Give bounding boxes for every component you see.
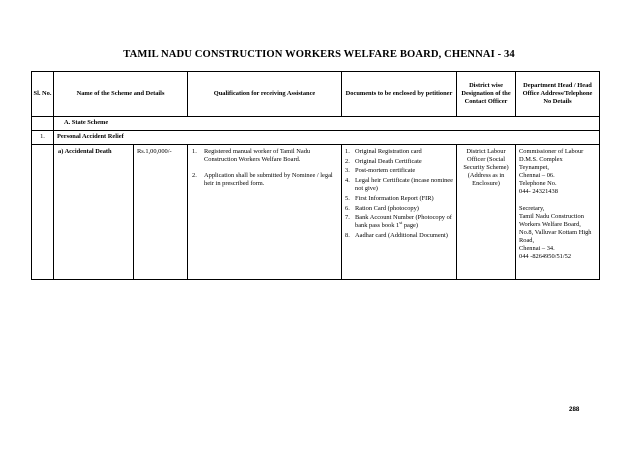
qualification-list xyxy=(192,148,338,188)
group-number: 1. xyxy=(32,131,54,145)
list-item: 8. Aadhar card (Additional Document) xyxy=(345,232,448,239)
qualification-cell xyxy=(188,145,342,280)
list-item: 5. First Information Report (FIR) xyxy=(345,194,434,202)
table-row xyxy=(32,145,600,280)
page-number: 288 xyxy=(569,406,580,413)
header-district-officer: District wise Designation of the Contact Officer xyxy=(457,72,516,117)
list-item: 6. Ration Card (photocopy) xyxy=(345,204,419,212)
list-item: 2. Original Death Certificate xyxy=(345,157,422,165)
dept-line: No.8, Valluvar Kottam High Road, xyxy=(519,228,592,244)
dept-line: 044 -8264950/51/52 xyxy=(519,253,572,261)
district-officer: District Labour Officer (Social Security Scheme) (Address as in Enclosure) xyxy=(457,145,516,280)
dept-line: Telephone No. xyxy=(519,180,557,188)
dept-line: D.M.S. Complex xyxy=(519,156,563,164)
scheme-name: a) Accidental Death xyxy=(54,145,134,280)
dept-line: Chennai – 06. xyxy=(519,172,555,180)
documents-cell xyxy=(342,145,457,280)
dept-line: Tamil Nadu Construction Workers Welfare Board, xyxy=(519,212,584,228)
header-department: Department Head / Head Office Address/Telephone No Details xyxy=(516,72,600,117)
scheme-table xyxy=(31,71,600,280)
group-label: Personal Accident Relief xyxy=(54,131,600,145)
header-qualification: Qualification for receiving Assistance xyxy=(188,72,342,117)
list-item: 3. Post-mortem certificate xyxy=(345,167,416,175)
header-row xyxy=(32,72,600,117)
dept-line: Chennai – 34. xyxy=(519,245,555,253)
header-scheme: Name of the Scheme and Details xyxy=(54,72,188,117)
page-title: TAMIL NADU CONSTRUCTION WORKERS WELFARE BOARD, CHENNAI - 34 xyxy=(123,49,515,60)
group-row xyxy=(32,131,600,145)
list-item: 1. Registered manual worker of Tamil Nadu Construction Workers Welfare Board. xyxy=(192,148,311,164)
scheme-amount: Rs.1,00,000/- xyxy=(134,145,188,280)
list-item: 4. Legal heir Certificate (incase nominee not give) xyxy=(345,177,453,193)
dept-line: 044- 24321438 xyxy=(519,188,558,196)
header-sl-no: Sl. No. xyxy=(32,72,54,117)
list-item: 2. Application shall be submitted by Nominee / legal heir in prescribed form. xyxy=(192,172,333,188)
list-item: 7. Bank Account Number (Photocopy of bank pass book 1st page) xyxy=(345,214,454,230)
dept-line: Teynampet, xyxy=(519,164,549,172)
list-item: 1. Original Registration card xyxy=(345,148,422,155)
section-row xyxy=(32,117,600,131)
dept-line: Commissioner of Labour xyxy=(519,148,584,155)
bank-doc-text: Bank Account Number (Photocopy of bank pass book 1st page) xyxy=(355,214,452,230)
department-cell xyxy=(516,145,600,280)
dept-line: Secretary, xyxy=(519,204,545,212)
documents-list xyxy=(345,148,454,240)
header-documents: Documents to be enclosed by petitioner xyxy=(342,72,457,117)
section-label: A. State Scheme xyxy=(54,117,600,131)
